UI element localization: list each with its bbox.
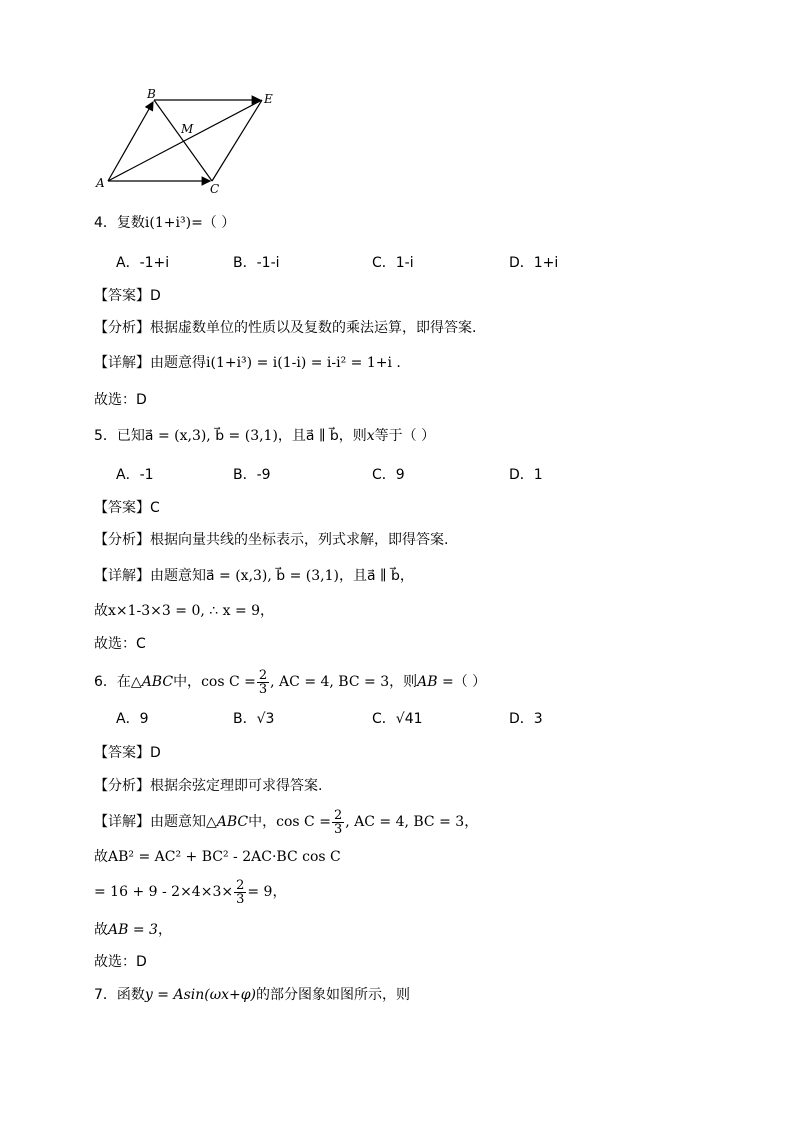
q5-stem-expr: a⃗ = (x,3), b⃗ = (3,1) (144, 428, 278, 444)
q4-stem-suffix: =（ ） (191, 215, 236, 231)
q5-conclusion: 故选：C (94, 636, 146, 652)
q6-step3 (94, 920, 172, 940)
q6-option-a[interactable]: A．9 (116, 711, 149, 727)
q5-stem-parallel: a⃗ ∥ b⃗ (305, 428, 339, 444)
q4-stem-expr: i(1+i³) (144, 215, 192, 231)
q5-step1 (94, 601, 274, 621)
step-expr: x×1-3×3 = 0, ∴ x = 9 (108, 603, 261, 619)
fraction-denominator: 3 (236, 891, 245, 907)
q6-analysis (94, 776, 322, 796)
q5-option-b[interactable]: B．-9 (233, 467, 271, 483)
q6-stem-rest: , AC = 4, BC = 3 (270, 674, 390, 690)
detail-parallel: a⃗ ∥ b⃗ (367, 568, 400, 584)
detail-tag: 【详解】 (94, 355, 150, 371)
detail-end: ， (464, 814, 479, 830)
step-prefix: 故 (94, 922, 108, 938)
q6-stem-mid2: ，则 (389, 674, 418, 690)
detail-expr: i(1+i³) = i(1-i) = i-i² = 1+i . (206, 355, 401, 371)
step-prefix: 故 (94, 603, 108, 619)
q4-stem-prefix: 复数 (116, 215, 145, 231)
q7-stem-prefix: 函数 (116, 987, 145, 1003)
detail-fraction (332, 809, 344, 836)
answer-tag: 【答案】 (94, 288, 150, 304)
q7-stem-suffix: 的部分图象如图所示，则 (256, 987, 411, 1003)
q4-detail (94, 353, 401, 373)
q6-stem-ab: AB = (417, 674, 454, 690)
q5-number: 5． (94, 428, 117, 444)
q6-step2 (94, 878, 286, 906)
analysis-tag: 【分析】 (94, 532, 150, 548)
q6-step1 (94, 847, 341, 867)
q5-answer (94, 498, 160, 518)
q6-option-b[interactable]: B．√3 (233, 711, 275, 727)
label-C: C (210, 182, 220, 195)
analysis-tag: 【分析】 (94, 778, 150, 794)
step-expr: AB = 3 (108, 922, 158, 938)
step-expr-b: = 9 (247, 884, 273, 900)
q4-stem (94, 213, 235, 233)
detail-mid: 中， (248, 814, 277, 830)
analysis-tag: 【分析】 (94, 320, 150, 336)
q6-detail (94, 808, 478, 836)
q4-option-d[interactable]: D．1+i (509, 255, 559, 271)
answer-tag: 【答案】 (94, 500, 150, 516)
detail-tag: 【详解】 (94, 814, 150, 830)
step-expr-a: = 16 + 9 - 2×4×3× (94, 884, 234, 900)
segment-BC (154, 100, 212, 181)
geometry-figure (92, 85, 282, 195)
answer-value: D (150, 288, 161, 304)
label-A: A (96, 176, 105, 190)
fraction-denominator: 3 (258, 681, 268, 697)
detail-prefix: 由题意知 (150, 568, 206, 584)
detail-end: ， (399, 568, 414, 584)
q6-number: 6． (94, 674, 117, 690)
q6-stem-prefix: 在 (116, 674, 131, 690)
segment-EC (212, 100, 262, 181)
q4-answer (94, 286, 161, 306)
detail-prefix: 由题意得 (150, 355, 206, 371)
detail-mid: ，且 (339, 568, 367, 584)
q5-stem-mid: ，且 (277, 428, 306, 444)
answer-value: D (150, 745, 161, 761)
step-prefix: 故 (94, 849, 108, 865)
analysis-text: 根据虚数单位的性质以及复数的乘法运算，即得答案. (150, 320, 477, 336)
q6-answer (94, 743, 161, 763)
q7-stem (94, 985, 410, 1005)
q6-stem (94, 668, 486, 696)
label-M: M (181, 122, 194, 136)
q5-stem-prefix: 已知 (116, 428, 145, 444)
q6-option-c[interactable]: C．√41 (372, 711, 423, 727)
q5-stem-suffix: 等于（ ） (374, 428, 436, 444)
detail-tri: △ABC (206, 814, 249, 830)
q7-number: 7． (94, 987, 117, 1003)
detail-tag: 【详解】 (94, 568, 150, 584)
detail-rest: , AC = 4, BC = 3 (345, 814, 465, 830)
q6-stem-suffix: （ ） (453, 674, 487, 690)
fraction-numerator: 2 (333, 807, 343, 823)
q5-stem (94, 426, 435, 446)
detail-cos: cos C = (276, 814, 331, 830)
q5-analysis (94, 530, 448, 550)
q6-conclusion: 故选：D (94, 954, 147, 970)
answer-tag: 【答案】 (94, 745, 150, 761)
q6-stem-tri: △ABC (130, 674, 174, 690)
q4-conclusion: 故选：D (94, 392, 147, 408)
label-B: B (147, 87, 156, 101)
step-expr: AB² = AC² + BC² - 2AC·BC cos C (108, 849, 341, 865)
step-end: ， (260, 603, 275, 619)
q7-stem-expr: y = Asin(ωx+φ) (144, 987, 257, 1003)
fraction-numerator: 2 (258, 667, 268, 683)
step-fraction (234, 879, 246, 906)
q6-stem-cos: cos C = (201, 674, 256, 690)
q4-option-b[interactable]: B．-1-i (233, 255, 280, 271)
q5-option-a[interactable]: A．-1 (116, 467, 154, 483)
q4-number: 4． (94, 215, 117, 231)
q4-analysis (94, 318, 476, 338)
analysis-text: 根据余弦定理即可求得答案. (150, 778, 323, 794)
q6-fraction (257, 669, 269, 696)
label-E: E (264, 92, 273, 106)
step-end: ， (272, 884, 287, 900)
fraction-numerator: 2 (236, 877, 245, 893)
answer-value: C (150, 500, 160, 516)
q5-option-d[interactable]: D．1 (509, 467, 543, 483)
analysis-text: 根据向量共线的坐标表示，列式求解，即得答案. (150, 532, 449, 548)
q5-detail (94, 566, 414, 586)
fraction-denominator: 3 (333, 821, 343, 837)
q5-stem-var: x (366, 428, 375, 444)
q4-option-c[interactable]: C．1-i (372, 255, 414, 271)
q5-option-c[interactable]: C．9 (372, 467, 405, 483)
q6-stem-mid: 中， (173, 674, 202, 690)
detail-expr: a⃗ = (x,3), b⃗ = (3,1) (206, 568, 339, 584)
q5-stem-mid2: ，则 (338, 428, 367, 444)
step-end: ， (157, 922, 172, 938)
detail-prefix: 由题意知 (150, 814, 206, 830)
q4-option-a[interactable]: A．-1+i (116, 255, 170, 271)
q6-option-d[interactable]: D．3 (509, 711, 543, 727)
